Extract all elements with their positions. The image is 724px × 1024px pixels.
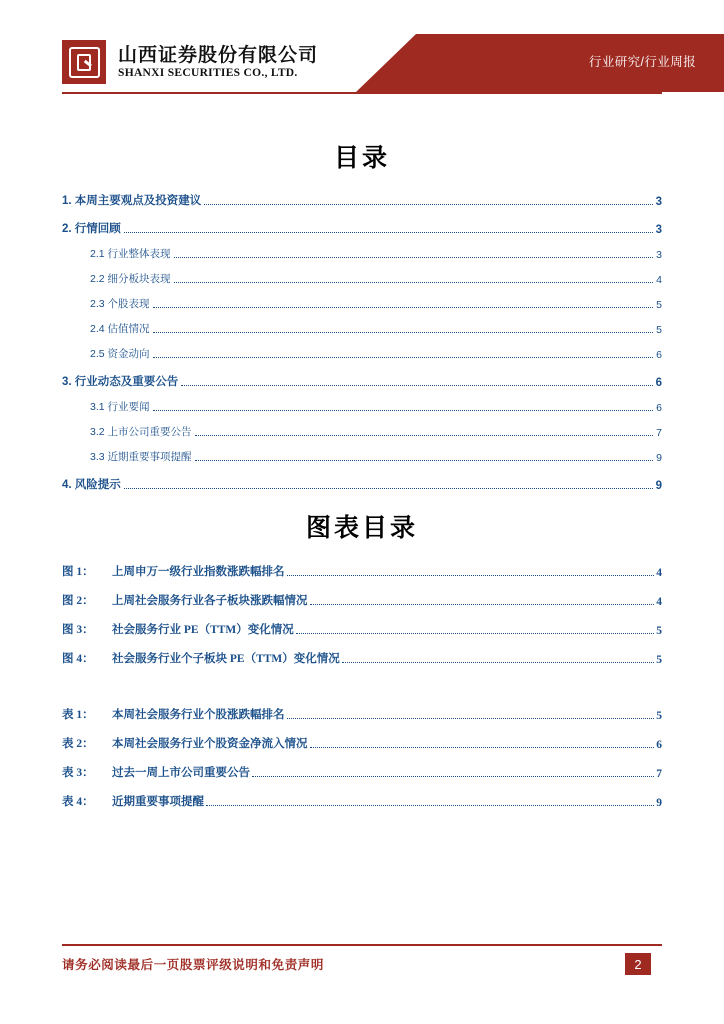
toc-leader xyxy=(204,203,652,205)
footer-divider xyxy=(62,944,662,946)
toc-leader xyxy=(181,384,652,386)
toc-item-page: 6 xyxy=(655,377,662,389)
company-name-cn: 山西证券股份有限公司 xyxy=(118,45,319,66)
toc-item-page: 3 xyxy=(655,224,662,236)
figure-leader xyxy=(342,661,654,663)
table-list-item[interactable] xyxy=(62,695,662,724)
figure-key: 图 4： xyxy=(62,653,94,665)
toc-leader xyxy=(124,231,653,233)
toc-item-label: 2.1 行业整体表现 xyxy=(90,248,171,260)
table-label: 本周社会服务行业个股资金净流入情况 xyxy=(112,738,308,750)
toc-item[interactable] xyxy=(62,288,662,313)
figure-page: 5 xyxy=(656,654,662,666)
toc-item-page: 3 xyxy=(655,196,662,208)
toc-item[interactable] xyxy=(62,238,662,263)
figure-key: 图 3： xyxy=(62,624,94,636)
toc-item-label: 4. 风险提示 xyxy=(62,479,121,491)
header-banner-slant xyxy=(356,34,416,92)
figure-list-title: 图表目录 xyxy=(305,515,418,542)
figure-key: 图 1： xyxy=(62,566,94,578)
toc-leader xyxy=(174,256,654,258)
page-header xyxy=(0,34,724,92)
toc-item-page: 3 xyxy=(656,249,662,261)
toc-item[interactable] xyxy=(62,416,662,441)
table-list-item[interactable] xyxy=(62,782,662,811)
table-page: 6 xyxy=(656,739,662,751)
table-key: 表 1： xyxy=(62,709,94,721)
figure-label: 上周社会服务行业各子板块涨跌幅情况 xyxy=(112,595,308,607)
table-page: 5 xyxy=(656,710,662,722)
toc-item-label: 2.2 细分板块表现 xyxy=(90,273,171,285)
toc-item-page: 7 xyxy=(656,427,662,439)
toc-item-page: 4 xyxy=(656,274,662,286)
toc-item[interactable] xyxy=(62,338,662,363)
figure-list-item[interactable] xyxy=(62,552,662,581)
toc-leader xyxy=(195,459,654,461)
toc-item-label: 2.3 个股表现 xyxy=(90,298,150,310)
toc-item-label: 2.5 资金动向 xyxy=(90,348,150,360)
table-list xyxy=(62,695,662,811)
header-divider xyxy=(62,92,662,94)
toc-leader xyxy=(153,306,654,308)
figure-list xyxy=(62,552,662,668)
figure-leader xyxy=(296,632,654,634)
toc-item-label: 3.3 近期重要事项提醒 xyxy=(90,451,192,463)
toc-item-label: 3.2 上市公司重要公告 xyxy=(90,426,192,438)
toc-item[interactable] xyxy=(62,313,662,338)
toc-item-label: 3.1 行业要闻 xyxy=(90,401,150,413)
figure-list-item[interactable] xyxy=(62,581,662,610)
toc-item[interactable] xyxy=(62,363,662,391)
figure-page: 4 xyxy=(656,596,662,608)
table-key: 表 2： xyxy=(62,738,94,750)
toc-leader xyxy=(153,409,654,411)
toc-leader xyxy=(153,331,654,333)
report-type-label: 行业研究/行业周报 xyxy=(588,55,696,69)
figure-list-item[interactable] xyxy=(62,639,662,668)
table-page: 9 xyxy=(656,797,662,809)
toc-item-label: 3. 行业动态及重要公告 xyxy=(62,376,179,388)
figure-list-item[interactable] xyxy=(62,610,662,639)
figure-leader xyxy=(310,603,655,605)
toc-item-page: 9 xyxy=(655,480,662,492)
toc-item[interactable] xyxy=(62,391,662,416)
toc-item[interactable] xyxy=(62,466,662,494)
figure-page: 5 xyxy=(656,625,662,637)
toc-leader xyxy=(195,434,654,436)
table-key: 表 4： xyxy=(62,796,94,808)
figure-page: 4 xyxy=(656,567,662,579)
table-of-contents xyxy=(62,182,662,494)
toc-title: 目录 xyxy=(333,145,390,172)
figure-leader xyxy=(287,574,655,576)
table-leader xyxy=(287,717,655,719)
table-key: 表 3： xyxy=(62,767,94,779)
figure-label: 社会服务行业个子板块 PE（TTM）变化情况 xyxy=(112,653,340,665)
toc-item[interactable] xyxy=(62,441,662,466)
toc-item[interactable] xyxy=(62,210,662,238)
footer-disclaimer: 请务必阅读最后一页股票评级说明和免责声明 xyxy=(62,958,325,972)
table-label: 近期重要事项提醒 xyxy=(112,796,204,808)
toc-item-label: 2.4 估值情况 xyxy=(90,323,150,335)
toc-leader xyxy=(124,487,653,489)
toc-item-page: 6 xyxy=(656,402,662,414)
toc-item-page: 5 xyxy=(656,324,662,336)
toc-item-page: 5 xyxy=(656,299,662,311)
table-list-item[interactable] xyxy=(62,724,662,753)
table-leader xyxy=(310,746,655,748)
toc-item[interactable] xyxy=(62,263,662,288)
figure-key: 图 2： xyxy=(62,595,94,607)
table-page: 7 xyxy=(656,768,662,780)
toc-item-page: 6 xyxy=(656,349,662,361)
toc-leader xyxy=(153,356,654,358)
figure-label: 上周申万一级行业指数涨跌幅排名 xyxy=(112,566,285,578)
toc-item-page: 9 xyxy=(656,452,662,464)
table-leader xyxy=(206,804,654,806)
table-list-item[interactable] xyxy=(62,753,662,782)
figure-label: 社会服务行业 PE（TTM）变化情况 xyxy=(112,624,294,636)
table-label: 本周社会服务行业个股涨跌幅排名 xyxy=(112,709,285,721)
shanxi-securities-logo-icon xyxy=(62,40,106,84)
table-leader xyxy=(252,775,654,777)
toc-item[interactable] xyxy=(62,182,662,210)
toc-item-label: 1. 本周主要观点及投资建议 xyxy=(62,195,202,207)
toc-leader xyxy=(174,281,654,283)
page-number-badge: 2 xyxy=(625,953,651,975)
table-label: 过去一周上市公司重要公告 xyxy=(112,767,250,779)
toc-item-label: 2. 行情回顾 xyxy=(62,223,121,235)
company-name-en: SHANXI SECURITIES CO., LTD. xyxy=(118,67,298,79)
